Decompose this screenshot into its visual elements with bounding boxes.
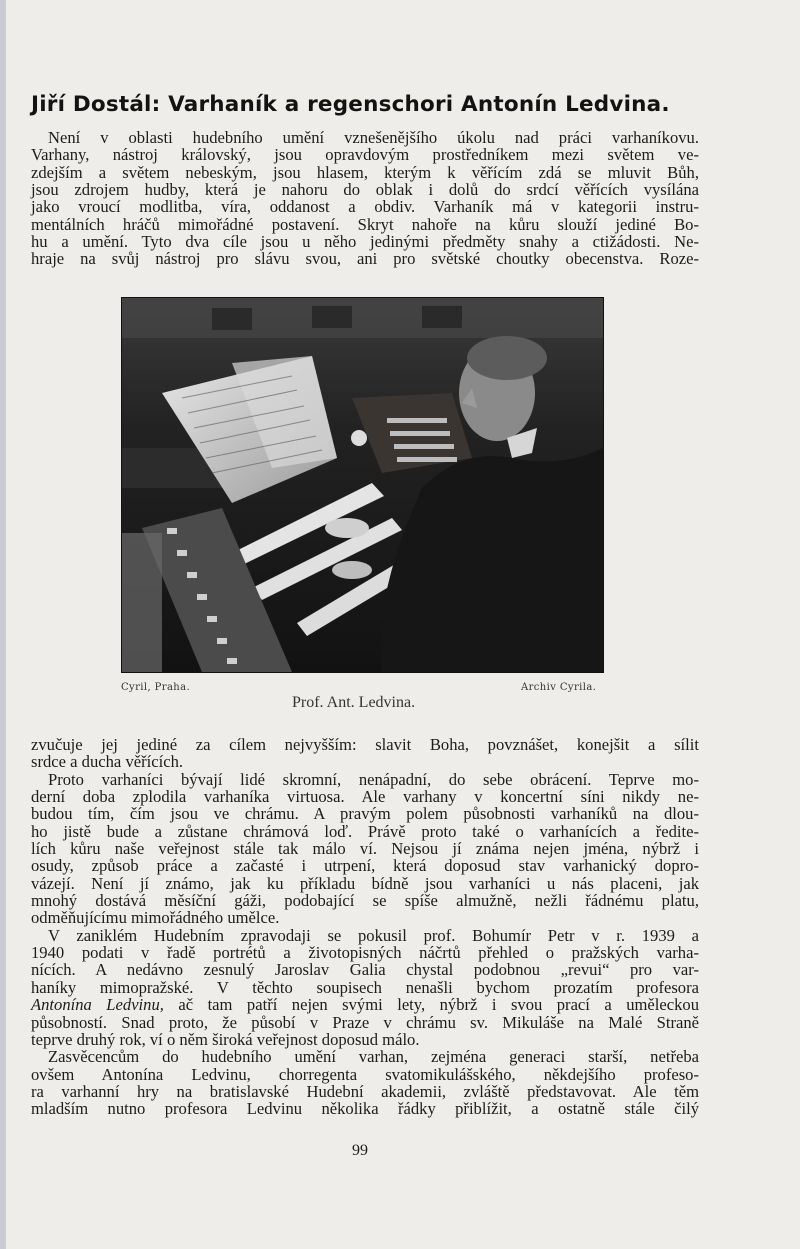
photo-credit-left: Cyril, Praha. — [121, 682, 191, 693]
text-line: budou tím, čím jsou ve chrámu. A pravým polem působnosti varhaníků na dlou- — [31, 804, 699, 824]
text-line: působností. Snad proto, že působí v Praze v chrámu sv. Mikuláše na Malé Straně — [31, 1012, 699, 1032]
text-line: mladším nutno profesora Ledvinu několika řádky přiblížit, a ostatně stále čilý — [31, 1099, 699, 1119]
text-line: nících. A nedávno zesnulý Jaroslav Galia chystal podobnou „revui“ pro var- — [31, 960, 699, 980]
text-line: zdejším a světem nebeským, jsou hlasem, kterým k věřícím zdá se mluvit Bůh, — [31, 162, 699, 182]
text-line: ho jistě bude a zůstane chrámová loď. Právě proto také o varhanících a ředite- — [31, 821, 699, 841]
text-line: teprve druhý rok, ví o něm široká veřejnost doposud málo. — [31, 1029, 420, 1049]
text-line: ra varhanní hry na bratislavské Hudební akademii, zvláště představovat. Ale těm — [31, 1081, 699, 1101]
article-title: Jiří Dostál: Varhaník a regenschori Antonín Ledvina. — [31, 92, 670, 117]
text-fragment: ač tam patří nejen svými lety, nýbrž i svou prací a uměleckou — [163, 995, 699, 1015]
text-line: hu a umění. Tyto dva cíle jsou u něho jedinými předměty snahy a ctižádosti. Ne- — [31, 232, 699, 252]
page-edge — [0, 0, 6, 1249]
text-line: osudy, způsob práce a začasté i utrpení, která doposud stav varhanický dopro- — [31, 856, 699, 876]
intro-paragraph — [31, 129, 699, 268]
text-line: zvučuje jej jediné za cílem nejvyšším: slavit Boha, povznášet, konejšit a sílit — [31, 735, 699, 754]
text-line: derní doba zplodila varhaníka virtuosa. Ale varhany v koncertní síni nikdy ne- — [31, 787, 699, 807]
text-line: haníky mimopražské. V těchto soupisech nenašli bychom prozatím profesora — [31, 977, 699, 997]
text-line: mentálních hráčů mimořádné postavení. Skryt nahoře na kůru slouží jediné Bo- — [31, 214, 699, 234]
text-line: lích kůru naše veřejnost stále tak málo ví. Nejsou jí známa nejen jména, nýbrž i — [31, 839, 699, 859]
text-line: V zaniklém Hudebním zpravodaji se pokusil prof. Bohumír Petr v r. 1939 a — [48, 925, 699, 945]
photo-caption: Prof. Ant. Ledvina. — [292, 694, 416, 711]
organ-console-illustration — [122, 298, 603, 672]
text-line: jsou zdrojem hudby, která je nahoru do oblak i dolů do srdcí věřících vysílána — [31, 180, 699, 200]
organist-photograph — [121, 297, 604, 673]
text-line: jako vroucí modlitba, víra, oddanost a obdiv. Varhaník má v kategorii instru- — [31, 197, 699, 217]
text-line-with-italic — [31, 996, 699, 1013]
text-line: Není v oblasti hudebního umění vznešenějšího úkolu nad práci varhaníkovu. — [48, 128, 699, 147]
text-line: hraje na svůj nástroj pro slávu svou, ani pro světské choutky obecenstva. Roze- — [31, 249, 699, 269]
text-line: Zasvěcencům do hudebního umění varhan, zejména generaci starší, netřeba — [48, 1047, 699, 1067]
photo-credit-right: Archiv Cyrila. — [521, 682, 597, 693]
italic-name: Antonína Ledvinu, — [31, 995, 164, 1015]
text-line: Proto varhaníci bývají lidé skromní, nenápadní, do sebe obrácení. Teprve mo- — [48, 769, 699, 789]
text-line: odměňujícímu mimořádného umělce. — [31, 908, 280, 928]
text-line: 1940 podati v řadě portrétů a životopisných náčrtů přehled o pražských varha- — [31, 943, 699, 963]
text-line: ovšem Antonína Ledvinu, chorregenta svatomikulášského, někdejšího profeso- — [31, 1064, 699, 1084]
text-line: vázejí. Není jí známo, jak ku příkladu bídně jsou varhaníci u nás placeni, jak — [31, 873, 699, 893]
text-line: Varhany, nástroj královský, jsou opravdovým prostředníkem mezi světem ve- — [31, 145, 699, 165]
body-text — [31, 736, 699, 1118]
page-number: 99 — [352, 1142, 368, 1159]
text-line: mnohý dostává měsíční gáži, podobající se spíše almužně, nežli řádnému platu, — [31, 891, 699, 911]
text-line: srdce a ducha věřících. — [31, 752, 184, 772]
